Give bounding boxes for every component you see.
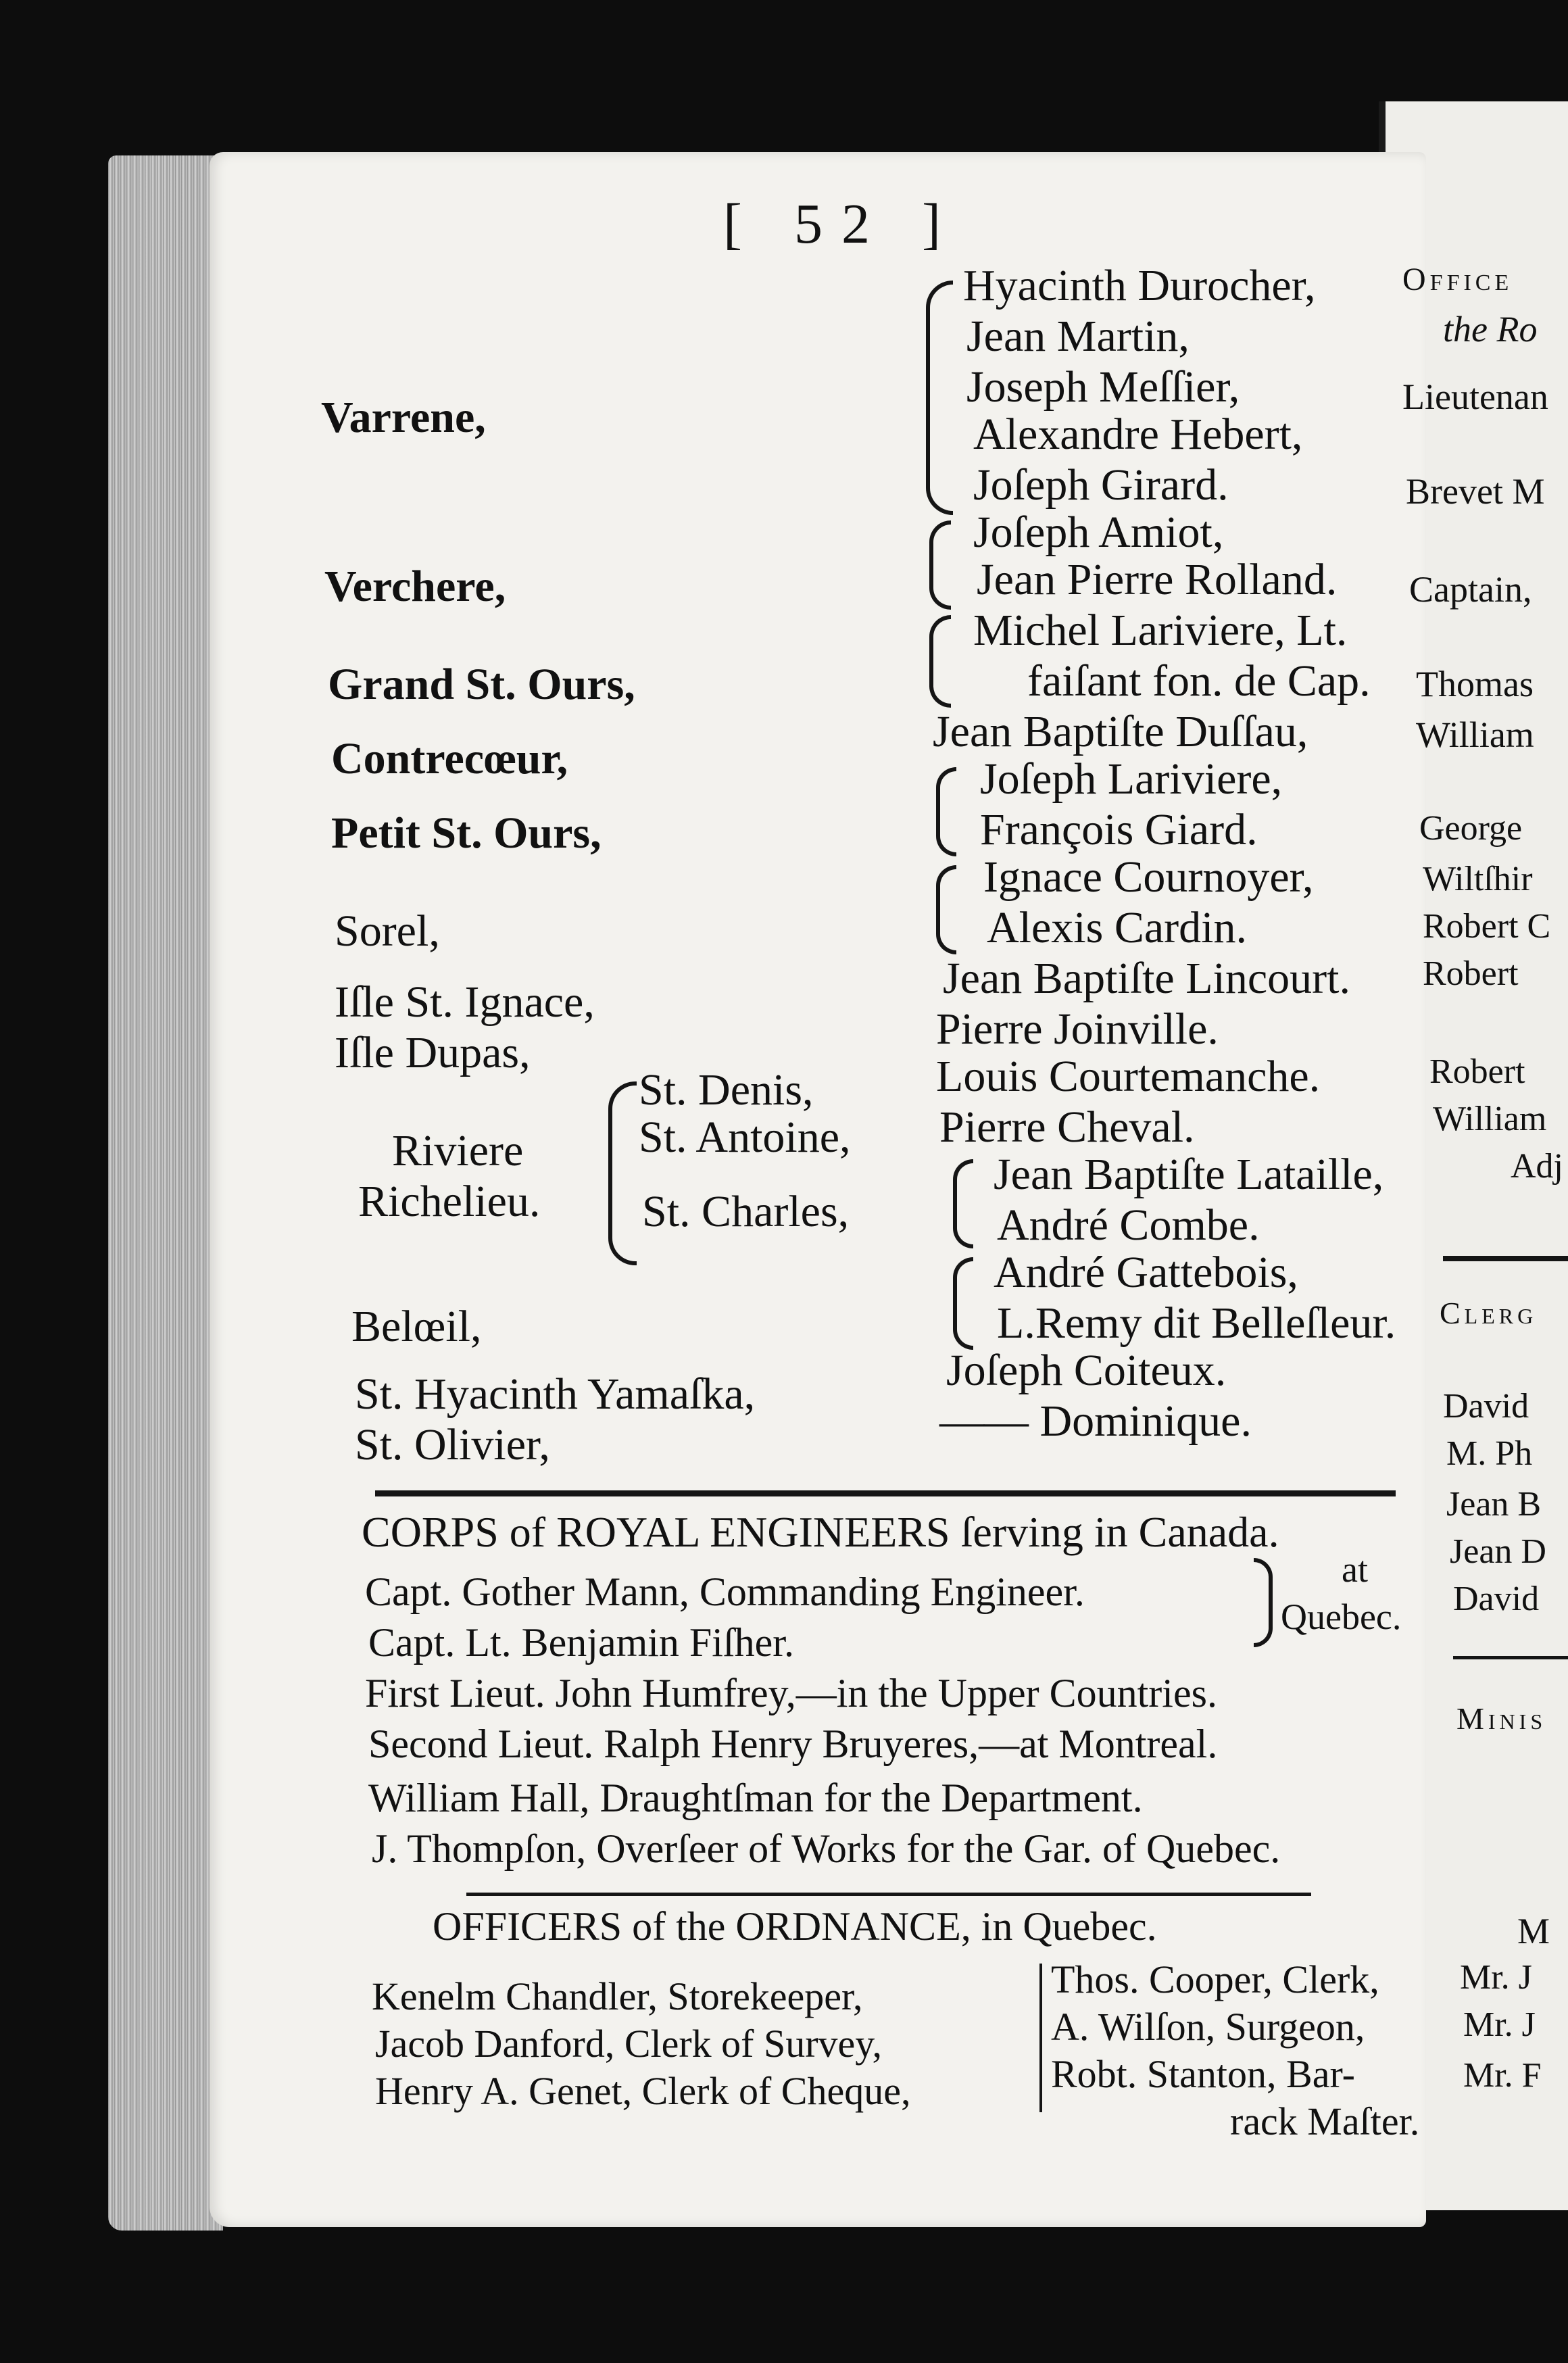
engineers-location-quebec: Quebec.: [1281, 1597, 1402, 1637]
page-edges: [108, 155, 223, 2231]
ordnance-right-line: rack Maſter.: [1230, 2099, 1420, 2143]
brace-st-charles: [953, 1159, 973, 1248]
place-varrene: Varrene,: [321, 393, 486, 442]
name-line: Alexandre Hebert,: [973, 410, 1303, 459]
river-richelieu: Richelieu.: [358, 1177, 541, 1226]
name-line: Joſeph Amiot,: [973, 508, 1224, 557]
name-line: Hyacinth Durocher,: [963, 261, 1316, 310]
facing-line: Wiltſhir: [1423, 860, 1533, 898]
brace-verchere: [929, 520, 951, 610]
name-line: Joseph Meſſier,: [966, 362, 1240, 412]
ordnance-right-line: Thos. Cooper, Clerk,: [1051, 1957, 1379, 2001]
engineers-line: First Lieut. John Humfrey,—in the Upper Countries.: [365, 1671, 1217, 1715]
brace-beloeil: [953, 1257, 973, 1350]
facing-line: the Ro: [1443, 309, 1538, 349]
facing-line: M: [1517, 1911, 1550, 1951]
facing-line: Captain,: [1409, 569, 1532, 610]
facing-line: Jean B: [1446, 1485, 1542, 1524]
ordnance-left-line: Henry A. Genet, Clerk of Cheque,: [375, 2069, 911, 2113]
river-riviere: Riviere: [392, 1126, 524, 1175]
brace-sorel: [936, 865, 956, 954]
name-line: Joſeph Coiteux.: [946, 1346, 1227, 1395]
ordnance-rule: [466, 1893, 1311, 1896]
facing-line: Mr. J: [1463, 2005, 1536, 2044]
name-line: Joſeph Girard.: [973, 460, 1229, 510]
engineers-line: Capt. Gother Mann, Commanding Engineer.: [365, 1569, 1085, 1614]
facing-line: William: [1433, 1100, 1547, 1138]
facing-rule: [1453, 1656, 1568, 1659]
name-line: Michel Lariviere, Lt.: [973, 606, 1348, 655]
name-line: —— Dominique.: [939, 1396, 1252, 1446]
river-brace: [608, 1081, 637, 1265]
place-contrecoeur: Contrecœur,: [331, 734, 568, 783]
name-line: Pierre Joinville.: [936, 1004, 1219, 1054]
name-line: André Gattebois,: [994, 1248, 1298, 1297]
facing-line: David: [1443, 1387, 1529, 1426]
facing-line: Robert: [1423, 954, 1519, 993]
place-st-antoine: St. Antoine,: [639, 1113, 851, 1162]
place-petit-st-ours: Petit St. Ours,: [331, 808, 602, 858]
facing-line: M. Ph: [1446, 1434, 1533, 1473]
section-rule: [375, 1490, 1396, 1496]
place-sorel: Sorel,: [335, 906, 440, 956]
place-st-denis: St. Denis,: [639, 1065, 814, 1115]
facing-line: Mr. F: [1463, 2056, 1542, 2095]
ordnance-left-line: Jacob Danford, Clerk of Survey,: [375, 2022, 883, 2066]
engineers-title: CORPS of ROYAL ENGINEERS ſerving in Canada.: [362, 1508, 1279, 1556]
facing-rule: [1443, 1256, 1568, 1261]
place-isle-st-ignace: Iſle St. Ignace,: [335, 977, 595, 1027]
facing-line: Robert C: [1423, 907, 1551, 946]
place-grand-st-ours: Grand St. Ours,: [328, 660, 635, 709]
facing-line: Brevet M: [1406, 471, 1545, 512]
name-line: Pierre Cheval.: [939, 1102, 1195, 1152]
name-line: Ignace Cournoyer,: [983, 852, 1314, 902]
engineers-line: William Hall, Draughtſman for the Department.: [368, 1776, 1143, 1820]
engineers-location-at: at: [1342, 1549, 1368, 1590]
place-st-olivier: St. Olivier,: [355, 1420, 550, 1469]
facing-line: Adj: [1511, 1147, 1563, 1186]
facing-line: Jean D: [1450, 1532, 1546, 1571]
name-line: André Combe.: [997, 1200, 1260, 1250]
brace-petit-st-ours: [936, 767, 956, 856]
facing-line: David: [1453, 1580, 1540, 1618]
name-line: Alexis Cardin.: [987, 903, 1247, 952]
engineers-brace: [1254, 1558, 1273, 1647]
facing-line: William: [1416, 714, 1534, 755]
ordnance-right-line: A. Wilſon, Surgeon,: [1051, 2005, 1365, 2049]
place-st-charles: St. Charles,: [642, 1187, 850, 1236]
name-line: L.Remy dit Belleſleur.: [997, 1298, 1396, 1348]
name-line: Joſeph Lariviere,: [980, 754, 1283, 804]
facing-line: Lieutenan: [1402, 376, 1548, 417]
brace-varrene: [926, 281, 953, 515]
name-line: Jean Baptiſte Lataille,: [994, 1150, 1384, 1199]
name-line: Jean Baptiſte Duſſau,: [933, 707, 1308, 756]
engineers-line: Second Lieut. Ralph Henry Bruyeres,—at Montreal.: [368, 1722, 1218, 1766]
engineers-line: Capt. Lt. Benjamin Fiſher.: [368, 1620, 794, 1665]
ordnance-left-line: Kenelm Chandler, Storekeeper,: [372, 1974, 863, 2018]
place-beloeil: Belœil,: [351, 1302, 482, 1351]
name-line: faiſant fon. de Cap.: [1027, 656, 1371, 706]
place-verchere: Verchere,: [324, 562, 506, 611]
facing-line: Robert: [1429, 1052, 1525, 1091]
facing-line: Thomas: [1416, 664, 1534, 704]
page-number: [ 52 ]: [723, 193, 960, 255]
ordnance-title: OFFICERS of the ORDNANCE, in Quebec.: [433, 1904, 1157, 1949]
facing-line: George: [1419, 809, 1523, 848]
name-line: Jean Baptiſte Lincourt.: [943, 954, 1350, 1003]
place-st-hyacinth: St. Hyacinth Yamaſka,: [355, 1369, 756, 1419]
place-isle-dupas: Iſle Dupas,: [335, 1028, 531, 1077]
name-line: Jean Martin,: [966, 312, 1190, 361]
facing-line: Mr. J: [1460, 1958, 1532, 1997]
facing-line: Minis: [1456, 1701, 1547, 1736]
ordnance-right-line: Robt. Stanton, Bar-: [1051, 2052, 1355, 2096]
facing-line: Clerg: [1440, 1296, 1538, 1330]
brace-grand-st-ours: [929, 615, 951, 708]
name-line: Louis Courtemanche.: [936, 1052, 1321, 1101]
facing-line: Office: [1402, 262, 1513, 297]
engineers-line: J. Thompſon, Overſeer of Works for the Gar. of Quebec.: [372, 1826, 1281, 1871]
ordnance-divider: [1039, 1964, 1042, 2112]
name-line: François Giard.: [980, 805, 1258, 854]
name-line: Jean Pierre Rolland.: [977, 555, 1338, 604]
